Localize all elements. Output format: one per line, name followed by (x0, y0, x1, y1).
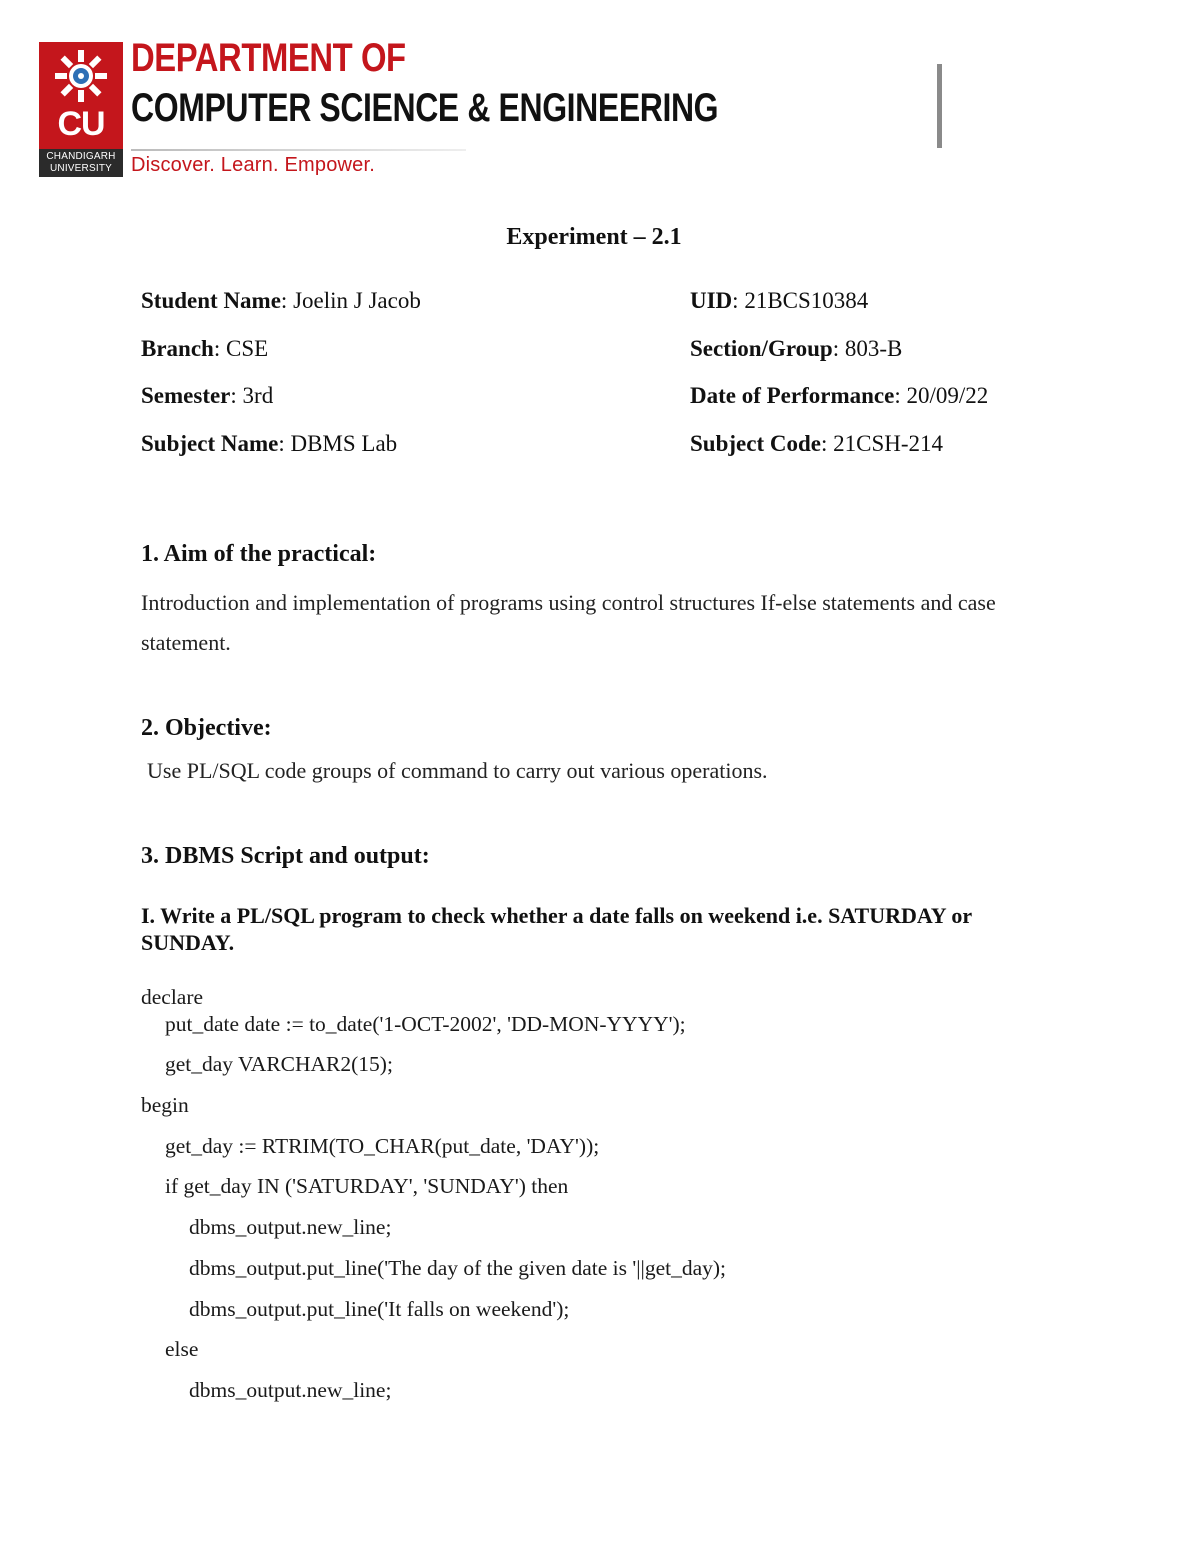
section-row: Section/Group: 803-B (690, 336, 903, 361)
semester-row: Semester: 3rd (141, 383, 274, 408)
script-heading: 3. DBMS Script and output: (141, 843, 430, 869)
question-line2: SUNDAY. (141, 930, 235, 955)
branch-row: Branch: CSE (141, 336, 269, 361)
department-title-line2: COMPUTER SCIENCE & ENGINEERING (131, 86, 719, 130)
section-label: Section/Group (690, 336, 833, 361)
code-line: begin (141, 1093, 189, 1117)
logo-initials: CU (57, 105, 105, 143)
objective-heading: 2. Objective: (141, 715, 272, 741)
aim-text-line2: statement. (141, 630, 231, 655)
date-value: 20/09/22 (906, 383, 989, 408)
branch-label: Branch (141, 336, 214, 361)
university-tagline: Discover. Learn. Empower. (131, 154, 375, 176)
department-title-line1: DEPARTMENT OF (131, 36, 406, 80)
date-row: Date of Performance: 20/09/22 (690, 383, 989, 408)
university-logo (39, 42, 123, 177)
subject-name-label: Subject Name (141, 431, 279, 456)
code-line: if get_day IN ('SATURDAY', 'SUNDAY') then (165, 1174, 569, 1198)
code-line: dbms_output.new_line; (189, 1215, 392, 1239)
logo-university-line1: CHANDIGARH (46, 151, 116, 162)
student-name-value: Joelin J Jacob (293, 288, 421, 313)
uid-value: 21BCS10384 (744, 288, 869, 313)
aim-heading: 1. Aim of the practical: (141, 541, 377, 567)
uid-label: UID (690, 288, 733, 313)
objective-text: Use PL/SQL code groups of command to carry out various operations. (147, 758, 768, 783)
aim-text-line1: Introduction and implementation of programs using control structures If-else statements and case (141, 590, 996, 615)
subject-name-row: Subject Name: DBMS Lab (141, 431, 398, 456)
student-name-row: Student Name: Joelin J Jacob (141, 288, 421, 313)
code-line: get_day VARCHAR2(15); (165, 1052, 393, 1076)
question-line1: I. Write a PL/SQL program to check whether a date falls on weekend i.e. SATURDAY or (141, 903, 973, 928)
header-divider (131, 149, 466, 151)
uid-row: UID: 21BCS10384 (690, 288, 869, 313)
semester-value: 3rd (242, 383, 274, 408)
code-line: get_day := RTRIM(TO_CHAR(put_date, 'DAY')); (165, 1134, 600, 1158)
logo-university-line2: UNIVERSITY (49, 163, 112, 174)
subject-code-value: 21CSH-214 (833, 431, 944, 456)
semester-label: Semester (141, 383, 231, 408)
code-line: dbms_output.put_line('The day of the given date is '||get_day); (189, 1256, 727, 1280)
subject-name-value: DBMS Lab (290, 431, 398, 456)
code-line: dbms_output.new_line; (189, 1378, 392, 1402)
code-line: dbms_output.put_line('It falls on weekend'); (189, 1297, 570, 1321)
logo-university-name (39, 149, 123, 177)
header-vertical-bar (937, 64, 942, 148)
code-line: declare (141, 985, 204, 1009)
section-value: 803-B (844, 336, 903, 361)
code-line: put_date date := to_date('1-OCT-2002', 'DD-MON-YYYY'); (165, 1012, 686, 1036)
gear-emblem-icon (53, 48, 109, 104)
subject-code-row: Subject Code: 21CSH-214 (690, 431, 944, 456)
code-line: else (165, 1337, 199, 1361)
branch-value: CSE (225, 336, 269, 361)
student-name-label: Student Name (141, 288, 281, 313)
date-label: Date of Performance (690, 383, 895, 408)
experiment-title: Experiment – 2.1 (506, 224, 682, 250)
subject-code-label: Subject Code (690, 431, 821, 456)
